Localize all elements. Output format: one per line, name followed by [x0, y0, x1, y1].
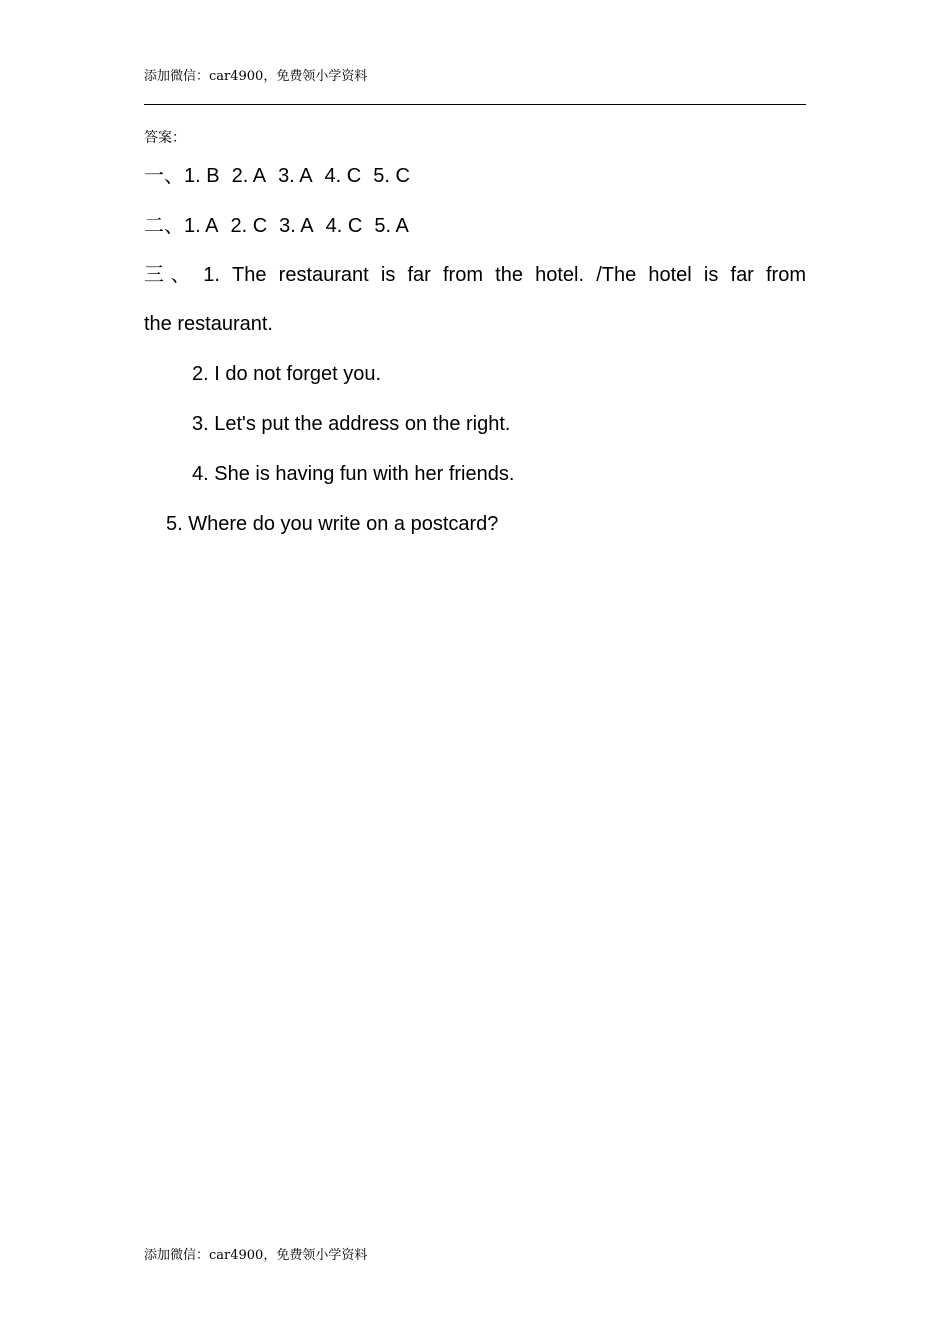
section3-item1-text: 1. The restaurant is far from the hotel. /The hotel is far from — [203, 264, 807, 286]
section2-prefix: 二、 — [144, 213, 184, 237]
section3-item1-line1 — [144, 260, 806, 289]
section1-answer-2: 2. A — [231, 165, 267, 187]
section2-answer-4: 4. C — [325, 215, 363, 237]
section2-answers — [144, 211, 421, 240]
section3-item2: 2. I do not forget you. — [192, 363, 382, 385]
section3-prefix: 三、 — [144, 262, 198, 286]
section1-answer-5: 5. C — [373, 165, 410, 187]
section3-item5: 5. Where do you write on a postcard? — [166, 513, 499, 535]
section1-answer-4: 4. C — [324, 165, 362, 187]
footer-text: 添加微信：car4900，免费领小学资料 — [144, 1248, 368, 1263]
section1-prefix: 一、 — [144, 163, 184, 187]
section1-answers — [144, 161, 422, 190]
section2-answer-3: 3. A — [279, 215, 314, 237]
section3-item4: 4. She is having fun with her friends. — [192, 463, 515, 485]
header-divider — [144, 104, 806, 105]
section1-answer-3: 3. A — [278, 165, 313, 187]
section2-answer-1: 1. A — [184, 215, 219, 237]
header-text: 添加微信：car4900，免费领小学资料 — [144, 69, 368, 84]
section1-answer-1: 1. B — [184, 165, 220, 187]
section2-answer-5: 5. A — [374, 215, 409, 237]
section3-item3: 3. Let's put the address on the right. — [192, 413, 511, 435]
section2-answer-2: 2. C — [230, 215, 268, 237]
answer-label: 答案： — [144, 130, 186, 146]
section3-item1-line2: the restaurant. — [144, 313, 273, 335]
